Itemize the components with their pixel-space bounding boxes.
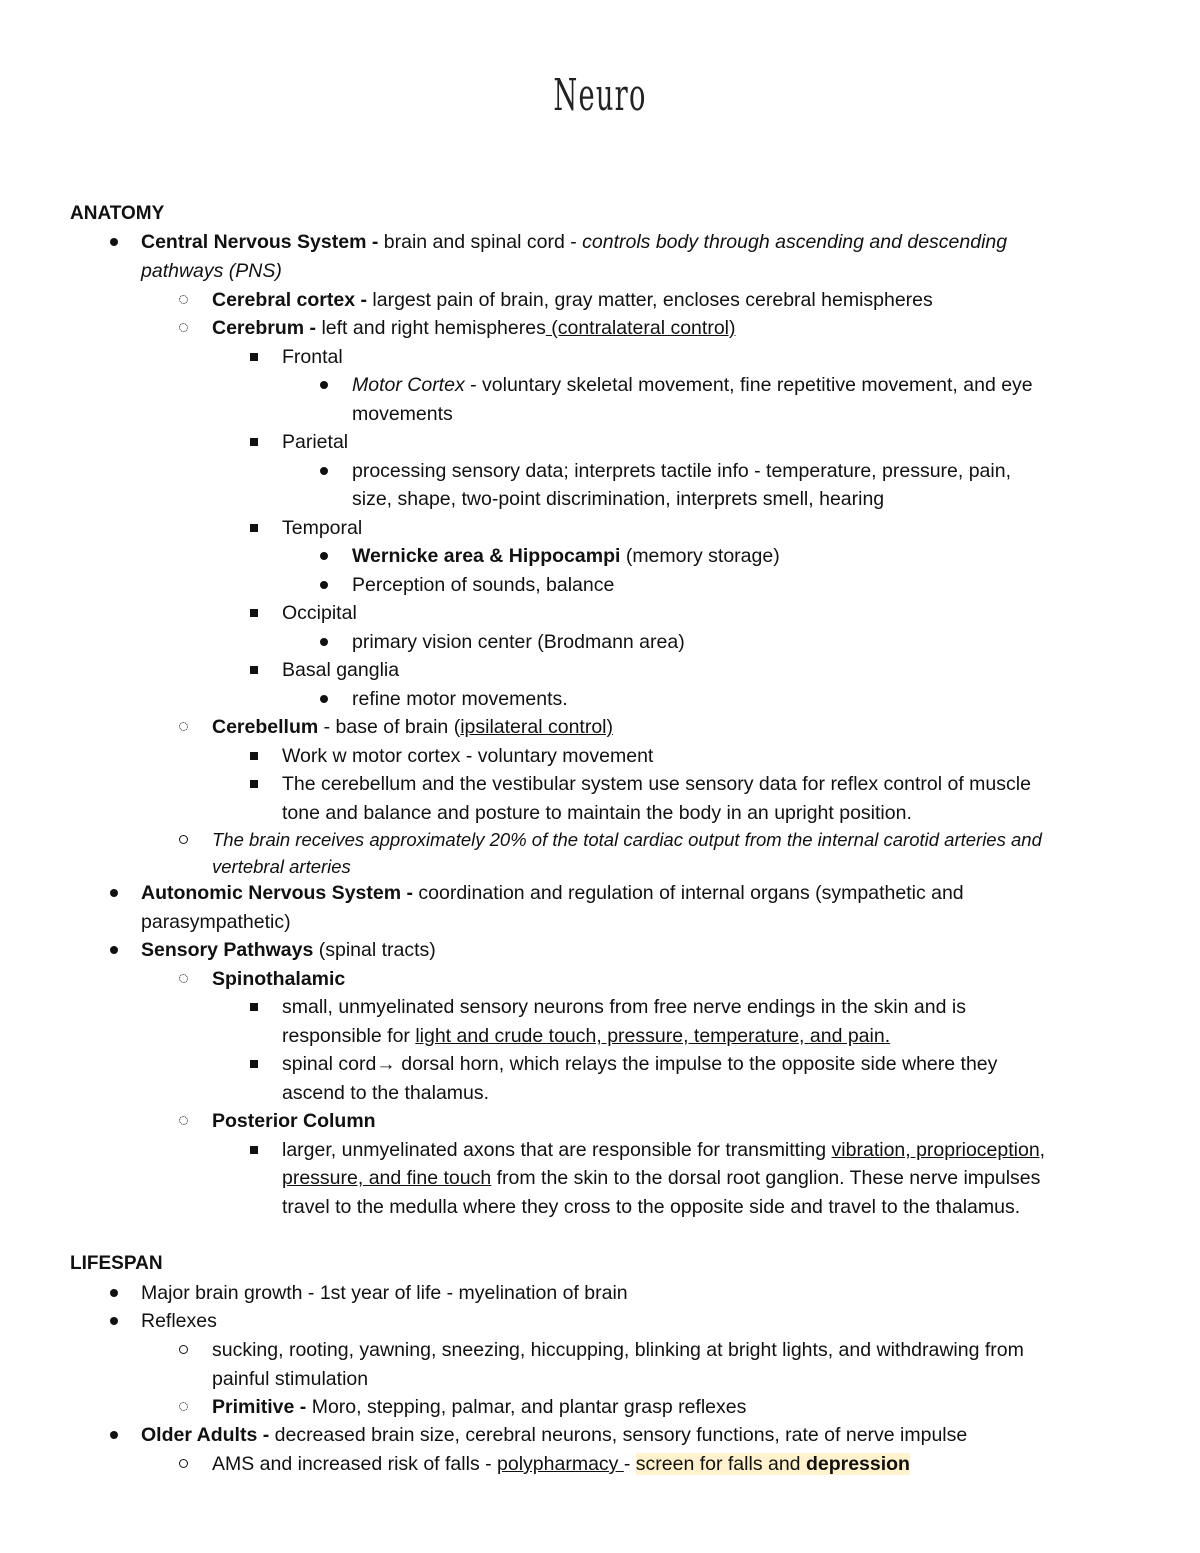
- bullet-icon: [108, 1279, 122, 1307]
- section-heading-lifespan: LIFESPAN: [70, 1253, 163, 1274]
- list-item-cerebellum: Cerebellum - base of brain (ipsilateral control): [212, 716, 613, 738]
- list-item-cerebrum: Cerebrum - left and right hemispheres (contralateral control): [212, 317, 736, 339]
- bullet-icon: [108, 936, 122, 964]
- dotted-circle-bullet-icon: [178, 314, 192, 342]
- list-item-spino-horn: spinal cord→ dorsal horn, which relays the impulse to the opposite side where they: [282, 1053, 998, 1075]
- list-item-cns-cont: pathways (PNS): [141, 260, 282, 282]
- circle-bullet-icon: [178, 1450, 192, 1478]
- bullet-icon: [108, 1307, 122, 1335]
- list-item-ans-cont: parasympathetic): [141, 911, 291, 933]
- list-item-spinothalamic: Spinothalamic: [212, 968, 346, 990]
- list-item-sensory-pathways: Sensory Pathways (spinal tracts): [141, 939, 436, 961]
- list-item-brain-output: The brain receives approximately 20% of the total cardiac output from the internal carotid arteries and: [212, 829, 1042, 850]
- square-bullet-icon: [248, 742, 262, 770]
- bullet-icon: [318, 457, 332, 485]
- bullet-icon: [318, 571, 332, 599]
- square-bullet-icon: [248, 428, 262, 456]
- list-item-occipital-detail: primary vision center (Brodmann area): [352, 631, 685, 653]
- list-item-cerebral-cortex: Cerebral cortex - largest pain of brain, gray matter, encloses cerebral hemispheres: [212, 289, 933, 311]
- bullet-icon: [108, 879, 122, 907]
- list-item-cns: Central Nervous System - brain and spinal cord - controls body through ascending and descending: [141, 231, 1008, 253]
- list-item-cerebellum-vestibular: The cerebellum and the vestibular system use sensory data for reflex control of muscle: [282, 773, 1031, 795]
- list-item-temporal: Temporal: [282, 517, 363, 539]
- list-item-motor-cortex: Motor Cortex - voluntary skeletal movement, fine repetitive movement, and eye: [352, 374, 1033, 396]
- circle-bullet-icon: [178, 826, 192, 854]
- list-item-post-axons: larger, unmyelinated axons that are responsible for transmitting vibration, proprioception,: [282, 1139, 1046, 1161]
- list-item-brain-growth: Major brain growth - 1st year of life - myelination of brain: [141, 1282, 628, 1304]
- dotted-circle-bullet-icon: [178, 965, 192, 993]
- section-heading-anatomy: ANATOMY: [70, 203, 165, 224]
- list-item-basal-ganglia: Basal ganglia: [282, 659, 400, 681]
- list-item-reflex-list-cont: painful stimulation: [212, 1368, 369, 1390]
- list-item-primitive: Primitive - Moro, stepping, palmar, and plantar grasp reflexes: [212, 1396, 747, 1418]
- list-item-occipital: Occipital: [282, 602, 357, 624]
- dotted-circle-bullet-icon: [178, 713, 192, 741]
- list-item-ams: AMS and increased risk of falls - polypharmacy - screen for falls and depression: [212, 1453, 910, 1475]
- list-item-spino-horn-cont: ascend to the thalamus.: [282, 1082, 490, 1104]
- list-item-spino-neurons: small, unmyelinated sensory neurons from free nerve endings in the skin and is: [282, 996, 966, 1018]
- square-bullet-icon: [248, 993, 262, 1021]
- square-bullet-icon: [248, 343, 262, 371]
- list-item-motor-cortex-cont: movements: [352, 403, 453, 425]
- dotted-circle-bullet-icon: [178, 1107, 192, 1135]
- list-item-post-axons-cont: pressure, and fine touch from the skin to the dorsal root ganglion. These nerve impulses: [282, 1167, 1041, 1189]
- list-item-wernicke: Wernicke area & Hippocampi (memory storage): [352, 545, 780, 567]
- list-item-reflexes: Reflexes: [141, 1310, 217, 1332]
- list-item-perception: Perception of sounds, balance: [352, 574, 615, 596]
- bullet-icon: [318, 542, 332, 570]
- list-item-parietal: Parietal: [282, 431, 349, 453]
- page-title: Neuro: [553, 70, 647, 121]
- dotted-circle-bullet-icon: [178, 286, 192, 314]
- list-item-post-axons-cont2: travel to the medulla where they cross to the opposite side and travel to the thalamus.: [282, 1196, 1021, 1218]
- dotted-circle-bullet-icon: [178, 1393, 192, 1421]
- square-bullet-icon: [248, 1136, 262, 1164]
- square-bullet-icon: [248, 770, 262, 798]
- square-bullet-icon: [248, 599, 262, 627]
- list-item-reflex-list: sucking, rooting, yawning, sneezing, hiccupping, blinking at bright lights, and withdrawing from: [212, 1339, 1024, 1361]
- list-item-spino-neurons-cont: responsible for light and crude touch, pressure, temperature, and pain.: [282, 1025, 891, 1047]
- circle-bullet-icon: [178, 1336, 192, 1364]
- list-item-basal-detail: refine motor movements.: [352, 688, 568, 710]
- square-bullet-icon: [248, 656, 262, 684]
- list-item-parietal-detail: processing sensory data; interprets tactile info - temperature, pressure, pain,: [352, 460, 1011, 482]
- list-item-parietal-detail-cont: size, shape, two-point discrimination, interprets smell, hearing: [352, 488, 885, 510]
- list-item-cerebellum-motor: Work w motor cortex - voluntary movement: [282, 745, 654, 767]
- list-item-frontal: Frontal: [282, 346, 343, 368]
- square-bullet-icon: [248, 1050, 262, 1078]
- list-item-brain-output-cont: vertebral arteries: [212, 856, 351, 877]
- bullet-icon: [318, 628, 332, 656]
- list-item-older-adults: Older Adults - decreased brain size, cerebral neurons, sensory functions, rate of nerve impulse: [141, 1424, 968, 1446]
- bullet-icon: [108, 1421, 122, 1449]
- highlighted-text: screen for falls and depression: [635, 1453, 910, 1475]
- bullet-icon: [108, 228, 122, 256]
- list-item-posterior-column: Posterior Column: [212, 1110, 376, 1132]
- bullet-icon: [318, 685, 332, 713]
- square-bullet-icon: [248, 514, 262, 542]
- bullet-icon: [318, 371, 332, 399]
- list-item-ans: Autonomic Nervous System - coordination and regulation of internal organs (sympathetic and: [141, 882, 964, 904]
- list-item-cerebellum-vestibular-cont: tone and balance and posture to maintain the body in an upright position.: [282, 802, 912, 824]
